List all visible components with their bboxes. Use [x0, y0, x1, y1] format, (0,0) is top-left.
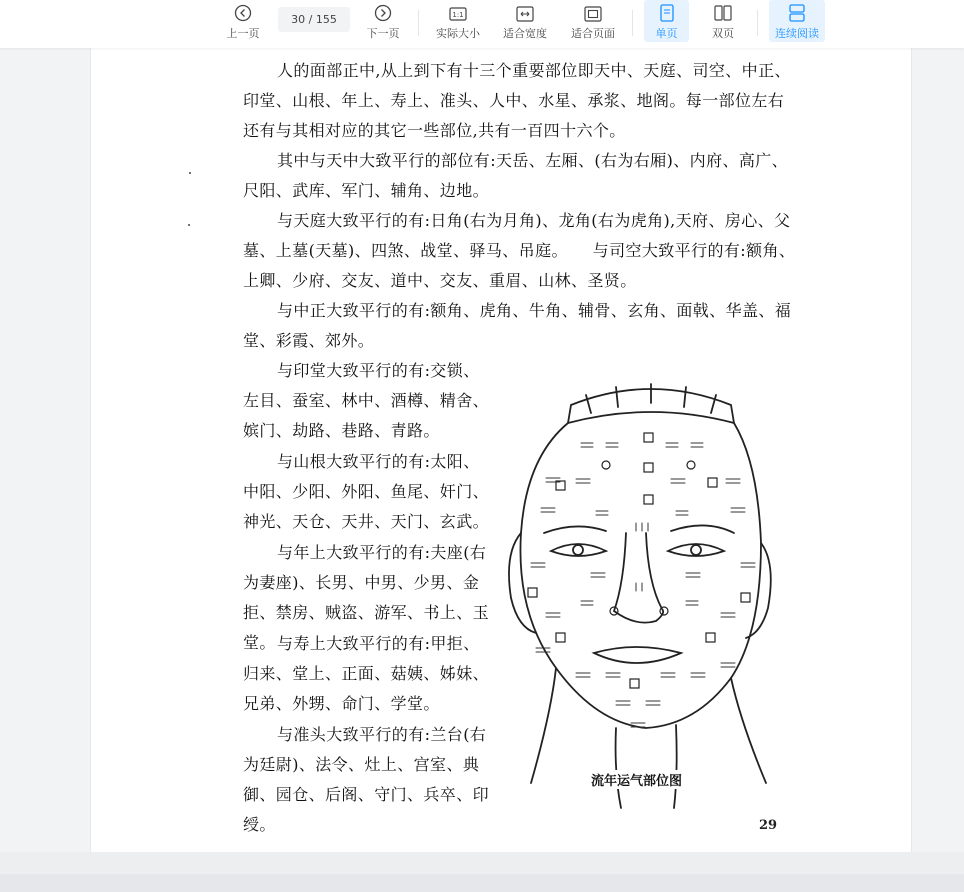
paragraph-5: 与印堂大致平行的有:交锁、左目、蚕室、林中、酒樽、精舍、嫔门、劫路、巷路、青路。 — [243, 361, 490, 440]
toolbar-divider — [632, 10, 633, 36]
chevron-right-icon — [374, 4, 392, 22]
toolbar-divider — [757, 10, 758, 36]
prev-page-button[interactable] — [222, 0, 264, 42]
single-page-label: 单页 — [655, 27, 678, 40]
double-page-button[interactable] — [702, 0, 744, 42]
scan-speck — [189, 172, 191, 174]
continuous-reading-label: 连续阅读 — [775, 27, 819, 40]
document-page — [90, 36, 912, 852]
double-page-label: 双页 — [712, 27, 734, 40]
toolbar-divider — [418, 10, 419, 36]
page-indicator[interactable]: 30 / 155 — [278, 7, 350, 32]
paragraph-1: 人的面部正中,从上到下有十三个重要部位即天中、天庭、司空、中正、印堂、山根、年上、寿上、准头、人中、水星、承浆、地阁。每一部位左右还有与其相对应的其它一些部位,共有一百四十六个。 — [243, 61, 791, 140]
svg-text:1:1: 1:1 — [452, 11, 464, 19]
actual-size-icon — [449, 6, 467, 22]
paragraph-9: 与准头大致平行的有:兰台(右为廷尉)、法令、灶上、宫室、典御、园仓、后阁、守门、兵卒、印绶。 — [243, 725, 490, 834]
chevron-left-icon — [234, 4, 252, 22]
single-page-icon — [659, 4, 675, 22]
paragraph-6: 与山根大致平行的有:太阳、中阳、少阳、外阳、鱼尾、奸门、神光、天仓、天井、天门、玄武。 — [243, 452, 490, 531]
continuous-reading-button[interactable] — [769, 0, 825, 42]
actual-size-label: 实际大小 — [436, 27, 480, 40]
viewer-toolbar — [0, 0, 964, 48]
figure-caption: 流年运气部位图 — [589, 770, 684, 789]
fit-width-button[interactable] — [499, 0, 551, 42]
actual-size-button[interactable] — [432, 0, 484, 42]
horizontal-scrollbar-track[interactable] — [0, 874, 964, 892]
fit-width-icon — [516, 6, 534, 22]
prev-page-label: 上一页 — [226, 27, 260, 40]
paragraph-2: 其中与天中大致平行的部位有:天岳、左厢、(右为右厢)、内府、高广、尺阳、武库、军门、辅角、边地。 — [243, 151, 789, 200]
face-diagram-illustration — [496, 383, 806, 821]
next-page-label: 下一页 — [366, 27, 400, 40]
scan-speck — [188, 224, 190, 226]
single-page-button[interactable] — [644, 0, 689, 42]
fit-page-icon — [584, 6, 602, 22]
paragraph-3: 与天庭大致平行的有:日角(右为月角)、龙角(右为虎角),天府、房心、父墓、上墓(天墓)、四煞、战堂、驿马、吊庭。 与司空大致平行的有:额角、上卿、少府、交友、道中、交友、重眉、山林、圣贤。 — [243, 211, 796, 290]
paragraph-7: 与年上大致平行的有:夫座(右为妻座)、长男、中男、少男、金拒、禁房、贼盗、游军、书上、玉堂。 — [243, 543, 490, 652]
double-page-icon — [714, 4, 732, 22]
paragraph-8: 与寿上大致平行的有:甲拒、归来、堂上、正面、菇姨、姊妹、兄弟、外甥、命门、学堂。 — [243, 634, 490, 713]
fit-width-label: 适合宽度 — [503, 27, 547, 40]
fit-page-button[interactable] — [567, 0, 619, 42]
paragraph-4: 与中正大致平行的有:额角、虎角、牛角、辅骨、玄角、面戟、华盖、福堂、彩霞、郊外。 — [243, 301, 792, 350]
page-number: 29 — [759, 818, 778, 833]
fit-page-label: 适合页面 — [571, 27, 615, 40]
next-page-button[interactable] — [362, 0, 404, 42]
continuous-reading-icon — [788, 4, 806, 22]
